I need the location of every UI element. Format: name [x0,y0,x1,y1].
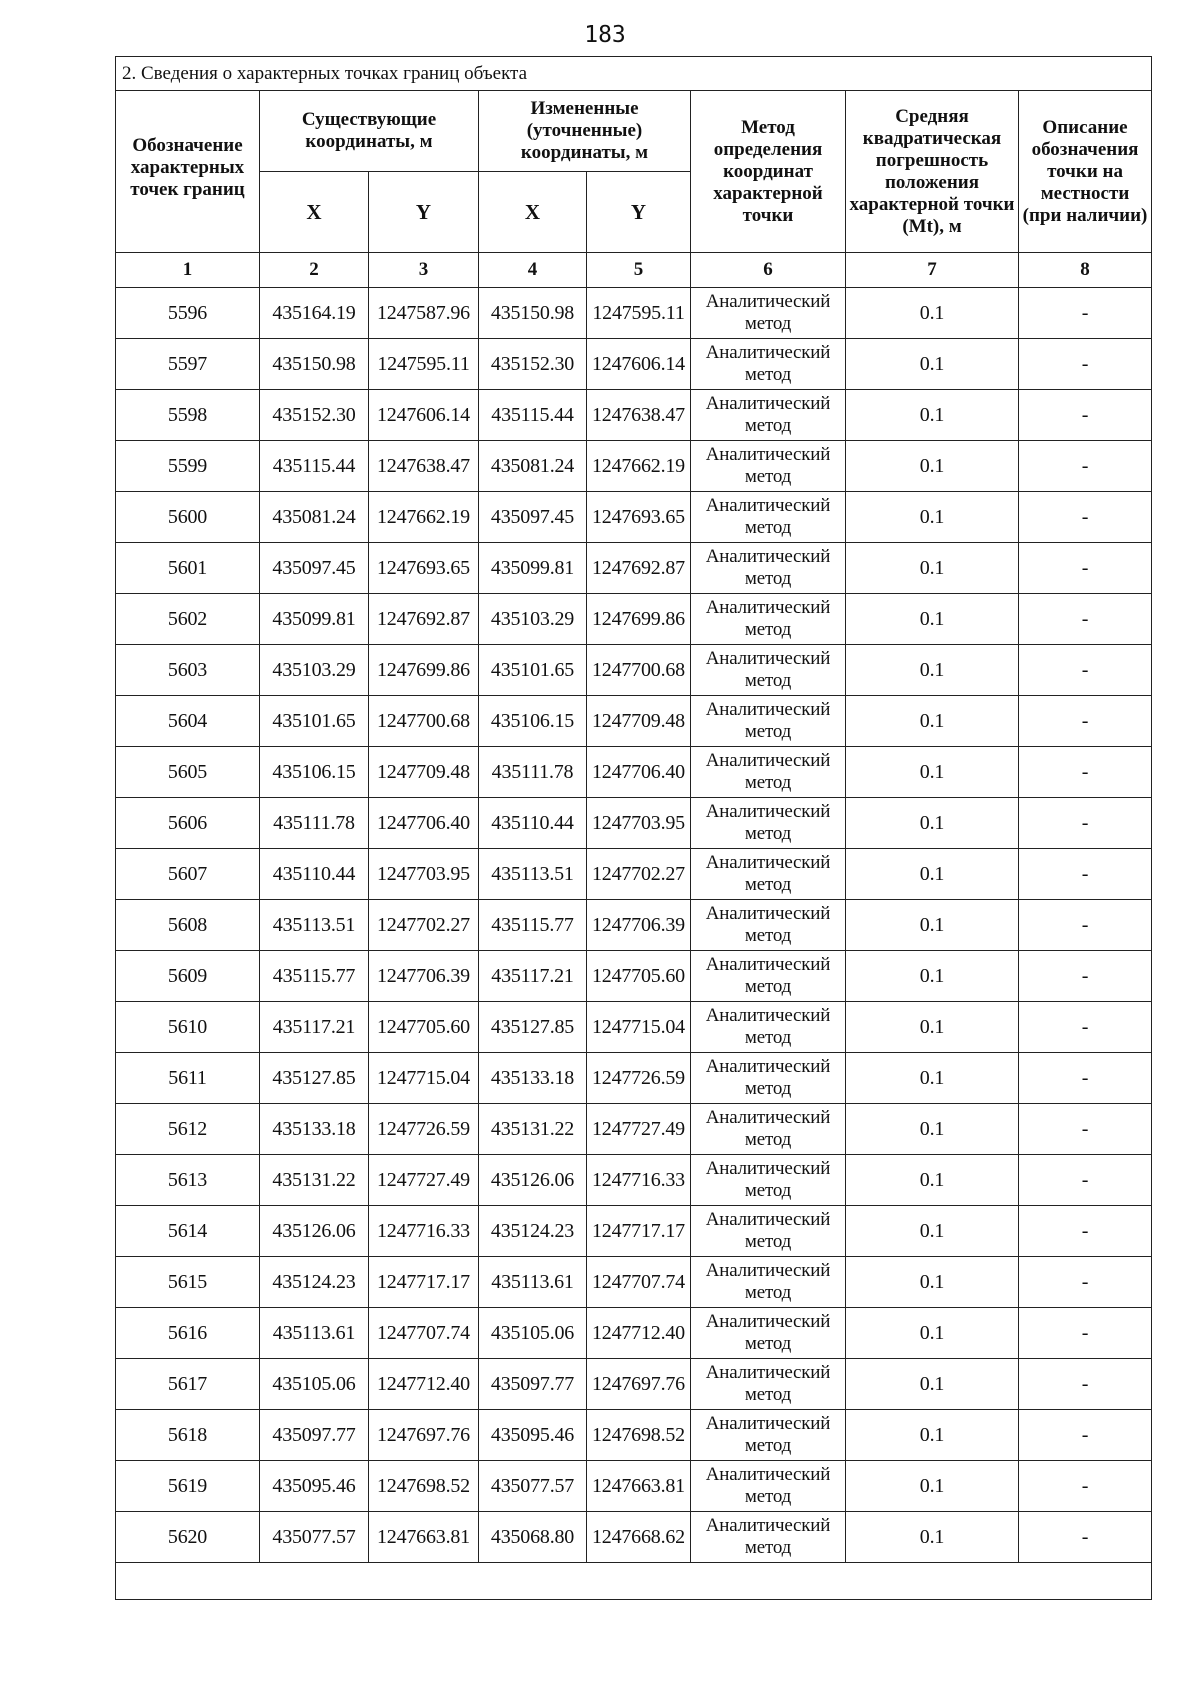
changed-x-cell: 435150.98 [479,288,587,339]
description-cell: - [1019,1206,1152,1257]
header-existing-y: Y [369,172,479,253]
method-line: Аналитический [705,903,831,924]
mt-cell: 0.1 [846,798,1019,849]
method-cell [691,1257,846,1308]
point-id-cell: 5617 [116,1359,260,1410]
table-row [116,1512,1152,1563]
table-row [116,390,1152,441]
existing-y-cell: 1247693.65 [369,543,479,594]
method-line: Аналитический [705,1209,831,1230]
method-line: Аналитический [705,444,831,465]
method-line: Аналитический [705,1158,831,1179]
changed-y-cell: 1247638.47 [587,390,691,441]
description-cell: - [1019,441,1152,492]
point-id-cell: 5607 [116,849,260,900]
method-cell [691,696,846,747]
header-description: Описание обозначения точки на местности (при наличии) [1019,91,1152,253]
description-cell: - [1019,1512,1152,1563]
existing-x-cell: 435113.61 [260,1308,369,1359]
method-cell [691,1410,846,1461]
existing-y-cell: 1247703.95 [369,849,479,900]
method-line: метод [744,466,792,487]
table-row [116,594,1152,645]
mt-cell: 0.1 [846,594,1019,645]
changed-x-cell: 435131.22 [479,1104,587,1155]
existing-y-cell: 1247700.68 [369,696,479,747]
changed-y-cell: 1247595.11 [587,288,691,339]
method-line: Аналитический [705,1311,831,1332]
method-line: метод [744,1537,792,1558]
point-id-cell: 5613 [116,1155,260,1206]
changed-y-cell: 1247717.17 [587,1206,691,1257]
column-number: 3 [369,253,479,288]
table-row [116,849,1152,900]
method-cell [691,645,846,696]
changed-x-cell: 435133.18 [479,1053,587,1104]
mt-cell: 0.1 [846,1257,1019,1308]
point-id-cell: 5606 [116,798,260,849]
changed-y-cell: 1247699.86 [587,594,691,645]
description-cell: - [1019,1308,1152,1359]
table-row [116,1461,1152,1512]
changed-y-cell: 1247698.52 [587,1410,691,1461]
method-cell [691,1359,846,1410]
mt-cell: 0.1 [846,492,1019,543]
method-cell [691,288,846,339]
existing-y-cell: 1247726.59 [369,1104,479,1155]
description-cell: - [1019,1257,1152,1308]
method-line: Аналитический [705,495,831,516]
column-number: 8 [1019,253,1152,288]
point-id-cell: 5604 [116,696,260,747]
method-line: метод [744,1027,792,1048]
existing-y-cell: 1247706.40 [369,798,479,849]
changed-y-cell: 1247715.04 [587,1002,691,1053]
method-line: Аналитический [705,1107,831,1128]
method-cell [691,1461,846,1512]
existing-x-cell: 435131.22 [260,1155,369,1206]
method-cell [691,1053,846,1104]
method-cell [691,339,846,390]
existing-y-cell: 1247712.40 [369,1359,479,1410]
point-id-cell: 5609 [116,951,260,1002]
method-cell [691,1206,846,1257]
existing-x-cell: 435152.30 [260,390,369,441]
table-row [116,492,1152,543]
changed-x-cell: 435126.06 [479,1155,587,1206]
header-rms-error: Средняя квадратическая погрешность положения характерной точки (Mt), м [846,91,1019,253]
changed-x-cell: 435117.21 [479,951,587,1002]
table-row [116,1206,1152,1257]
existing-y-cell: 1247692.87 [369,594,479,645]
mt-cell: 0.1 [846,747,1019,798]
existing-x-cell: 435133.18 [260,1104,369,1155]
method-cell [691,1512,846,1563]
changed-y-cell: 1247716.33 [587,1155,691,1206]
point-id-cell: 5619 [116,1461,260,1512]
changed-x-cell: 435068.80 [479,1512,587,1563]
method-cell [691,543,846,594]
changed-y-cell: 1247706.40 [587,747,691,798]
existing-y-cell: 1247699.86 [369,645,479,696]
empty-cell [116,1563,1152,1600]
changed-y-cell: 1247662.19 [587,441,691,492]
description-cell: - [1019,747,1152,798]
changed-x-cell: 435097.77 [479,1359,587,1410]
method-line: Аналитический [705,852,831,873]
method-cell [691,849,846,900]
changed-x-cell: 435095.46 [479,1410,587,1461]
method-line: метод [744,823,792,844]
existing-y-cell: 1247716.33 [369,1206,479,1257]
mt-cell: 0.1 [846,1104,1019,1155]
description-cell: - [1019,390,1152,441]
description-cell: - [1019,594,1152,645]
method-line: Аналитический [705,597,831,618]
method-line: Аналитический [705,1056,831,1077]
mt-cell: 0.1 [846,1308,1019,1359]
table-row [116,1308,1152,1359]
mt-cell: 0.1 [846,696,1019,747]
column-number: 6 [691,253,846,288]
method-line: метод [744,925,792,946]
column-number: 5 [587,253,691,288]
description-cell: - [1019,1053,1152,1104]
existing-y-cell: 1247706.39 [369,951,479,1002]
description-cell: - [1019,288,1152,339]
table-row [116,339,1152,390]
header-existing-coordinates: Существующие координаты, м [260,91,479,172]
point-id-cell: 5598 [116,390,260,441]
method-line: Аналитический [705,291,831,312]
table-row [116,1104,1152,1155]
table-row [116,543,1152,594]
point-id-cell: 5608 [116,900,260,951]
point-id-cell: 5612 [116,1104,260,1155]
method-line: метод [744,1282,792,1303]
mt-cell: 0.1 [846,645,1019,696]
existing-y-cell: 1247709.48 [369,747,479,798]
mt-cell: 0.1 [846,849,1019,900]
changed-y-cell: 1247700.68 [587,645,691,696]
method-cell [691,900,846,951]
method-line: Аналитический [705,1362,831,1383]
existing-x-cell: 435115.77 [260,951,369,1002]
changed-y-cell: 1247709.48 [587,696,691,747]
method-line: Аналитический [705,954,831,975]
table-row [116,951,1152,1002]
changed-x-cell: 435077.57 [479,1461,587,1512]
changed-x-cell: 435124.23 [479,1206,587,1257]
existing-x-cell: 435106.15 [260,747,369,798]
method-line: Аналитический [705,1413,831,1434]
mt-cell: 0.1 [846,1053,1019,1104]
existing-x-cell: 435110.44 [260,849,369,900]
existing-x-cell: 435081.24 [260,492,369,543]
method-line: метод [744,415,792,436]
changed-y-cell: 1247663.81 [587,1461,691,1512]
changed-x-cell: 435115.44 [479,390,587,441]
method-line: метод [744,364,792,385]
method-line: Аналитический [705,648,831,669]
point-id-cell: 5603 [116,645,260,696]
column-number: 2 [260,253,369,288]
column-number: 1 [116,253,260,288]
mt-cell: 0.1 [846,1002,1019,1053]
table-row [116,900,1152,951]
existing-x-cell: 435105.06 [260,1359,369,1410]
point-id-cell: 5599 [116,441,260,492]
method-cell [691,594,846,645]
method-line: Аналитический [705,1464,831,1485]
table-row [116,645,1152,696]
method-line: метод [744,976,792,997]
mt-cell: 0.1 [846,1206,1019,1257]
existing-x-cell: 435103.29 [260,645,369,696]
method-line: Аналитический [705,393,831,414]
changed-x-cell: 435105.06 [479,1308,587,1359]
description-cell: - [1019,1359,1152,1410]
mt-cell: 0.1 [846,339,1019,390]
existing-y-cell: 1247727.49 [369,1155,479,1206]
point-id-cell: 5620 [116,1512,260,1563]
existing-x-cell: 435126.06 [260,1206,369,1257]
changed-y-cell: 1247703.95 [587,798,691,849]
point-id-cell: 5614 [116,1206,260,1257]
description-cell: - [1019,1002,1152,1053]
existing-x-cell: 435113.51 [260,900,369,951]
method-cell [691,1002,846,1053]
changed-x-cell: 435127.85 [479,1002,587,1053]
changed-y-cell: 1247702.27 [587,849,691,900]
table-row [116,1002,1152,1053]
existing-y-cell: 1247595.11 [369,339,479,390]
method-line: Аналитический [705,1005,831,1026]
changed-x-cell: 435097.45 [479,492,587,543]
changed-y-cell: 1247668.62 [587,1512,691,1563]
method-line: Аналитический [705,342,831,363]
description-cell: - [1019,900,1152,951]
existing-x-cell: 435101.65 [260,696,369,747]
method-line: Аналитический [705,1260,831,1281]
existing-x-cell: 435127.85 [260,1053,369,1104]
method-line: метод [744,1333,792,1354]
header-changed-y: Y [587,172,691,253]
existing-y-cell: 1247715.04 [369,1053,479,1104]
mt-cell: 0.1 [846,543,1019,594]
point-id-cell: 5615 [116,1257,260,1308]
changed-x-cell: 435103.29 [479,594,587,645]
header-method: Метод определения координат характерной точки [691,91,846,253]
table-row [116,1410,1152,1461]
description-cell: - [1019,492,1152,543]
mt-cell: 0.1 [846,1461,1019,1512]
method-line: метод [744,1078,792,1099]
description-cell: - [1019,1155,1152,1206]
changed-y-cell: 1247706.39 [587,900,691,951]
description-cell: - [1019,696,1152,747]
existing-x-cell: 435099.81 [260,594,369,645]
changed-y-cell: 1247726.59 [587,1053,691,1104]
table-row [116,696,1152,747]
existing-y-cell: 1247662.19 [369,492,479,543]
existing-x-cell: 435124.23 [260,1257,369,1308]
method-cell [691,390,846,441]
method-line: метод [744,568,792,589]
table-row [116,441,1152,492]
existing-x-cell: 435097.45 [260,543,369,594]
table-row [116,798,1152,849]
method-line: Аналитический [705,801,831,822]
mt-cell: 0.1 [846,441,1019,492]
changed-y-cell: 1247705.60 [587,951,691,1002]
existing-y-cell: 1247697.76 [369,1410,479,1461]
existing-y-cell: 1247587.96 [369,288,479,339]
changed-y-cell: 1247712.40 [587,1308,691,1359]
method-cell [691,492,846,543]
existing-x-cell: 435095.46 [260,1461,369,1512]
empty-footer-row [116,1563,1152,1600]
description-cell: - [1019,798,1152,849]
changed-x-cell: 435106.15 [479,696,587,747]
page-number: 183 [584,22,626,48]
point-id-cell: 5597 [116,339,260,390]
section-title: 2. Сведения о характерных точках границ объекта [116,57,1152,91]
existing-y-cell: 1247606.14 [369,390,479,441]
table-row [116,747,1152,798]
method-cell [691,747,846,798]
description-cell: - [1019,951,1152,1002]
point-id-cell: 5605 [116,747,260,798]
method-line: метод [744,670,792,691]
changed-x-cell: 435110.44 [479,798,587,849]
table-row [116,1053,1152,1104]
existing-x-cell: 435150.98 [260,339,369,390]
method-line: Аналитический [705,699,831,720]
existing-y-cell: 1247638.47 [369,441,479,492]
method-cell [691,798,846,849]
method-line: метод [744,1435,792,1456]
description-cell: - [1019,1410,1152,1461]
changed-x-cell: 435101.65 [479,645,587,696]
changed-x-cell: 435113.61 [479,1257,587,1308]
changed-x-cell: 435115.77 [479,900,587,951]
description-cell: - [1019,645,1152,696]
method-line: метод [744,313,792,334]
method-line: Аналитический [705,1515,831,1536]
description-cell: - [1019,849,1152,900]
changed-y-cell: 1247606.14 [587,339,691,390]
existing-y-cell: 1247663.81 [369,1512,479,1563]
changed-x-cell: 435113.51 [479,849,587,900]
changed-x-cell: 435099.81 [479,543,587,594]
method-line: метод [744,1384,792,1405]
mt-cell: 0.1 [846,390,1019,441]
table-row [116,1359,1152,1410]
point-id-cell: 5602 [116,594,260,645]
table-row [116,1155,1152,1206]
changed-x-cell: 435081.24 [479,441,587,492]
changed-y-cell: 1247697.76 [587,1359,691,1410]
existing-x-cell: 435097.77 [260,1410,369,1461]
method-line: метод [744,1231,792,1252]
changed-y-cell: 1247692.87 [587,543,691,594]
method-line: метод [744,619,792,640]
existing-x-cell: 435115.44 [260,441,369,492]
mt-cell: 0.1 [846,1410,1019,1461]
point-id-cell: 5618 [116,1410,260,1461]
method-line: метод [744,1486,792,1507]
mt-cell: 0.1 [846,951,1019,1002]
table-row [116,288,1152,339]
method-line: Аналитический [705,750,831,771]
point-id-cell: 5616 [116,1308,260,1359]
existing-y-cell: 1247707.74 [369,1308,479,1359]
point-id-cell: 5610 [116,1002,260,1053]
method-cell [691,1155,846,1206]
header-changed-coordinates: Измененные (уточненные) координаты, м [479,91,691,172]
table-row [116,1257,1152,1308]
method-cell [691,1308,846,1359]
method-cell [691,951,846,1002]
point-id-cell: 5596 [116,288,260,339]
description-cell: - [1019,1104,1152,1155]
method-cell [691,1104,846,1155]
method-line: метод [744,874,792,895]
method-line: метод [744,772,792,793]
point-id-cell: 5601 [116,543,260,594]
changed-x-cell: 435111.78 [479,747,587,798]
method-line: Аналитический [705,546,831,567]
existing-x-cell: 435117.21 [260,1002,369,1053]
description-cell: - [1019,543,1152,594]
method-line: метод [744,517,792,538]
point-id-cell: 5600 [116,492,260,543]
mt-cell: 0.1 [846,1512,1019,1563]
header-changed-x: X [479,172,587,253]
existing-y-cell: 1247698.52 [369,1461,479,1512]
changed-y-cell: 1247693.65 [587,492,691,543]
changed-y-cell: 1247707.74 [587,1257,691,1308]
mt-cell: 0.1 [846,1155,1019,1206]
changed-y-cell: 1247727.49 [587,1104,691,1155]
method-line: метод [744,721,792,742]
column-number: 7 [846,253,1019,288]
header-point-designation: Обозначение характерных точек границ [116,91,260,253]
description-cell: - [1019,339,1152,390]
existing-x-cell: 435111.78 [260,798,369,849]
mt-cell: 0.1 [846,900,1019,951]
existing-x-cell: 435077.57 [260,1512,369,1563]
existing-y-cell: 1247717.17 [369,1257,479,1308]
changed-x-cell: 435152.30 [479,339,587,390]
existing-y-cell: 1247705.60 [369,1002,479,1053]
mt-cell: 0.1 [846,1359,1019,1410]
column-number: 4 [479,253,587,288]
method-line: метод [744,1129,792,1150]
method-cell [691,441,846,492]
existing-x-cell: 435164.19 [260,288,369,339]
method-line: метод [744,1180,792,1201]
mt-cell: 0.1 [846,288,1019,339]
header-existing-x: X [260,172,369,253]
existing-y-cell: 1247702.27 [369,900,479,951]
description-cell: - [1019,1461,1152,1512]
point-id-cell: 5611 [116,1053,260,1104]
boundary-points-table [115,56,1152,1600]
